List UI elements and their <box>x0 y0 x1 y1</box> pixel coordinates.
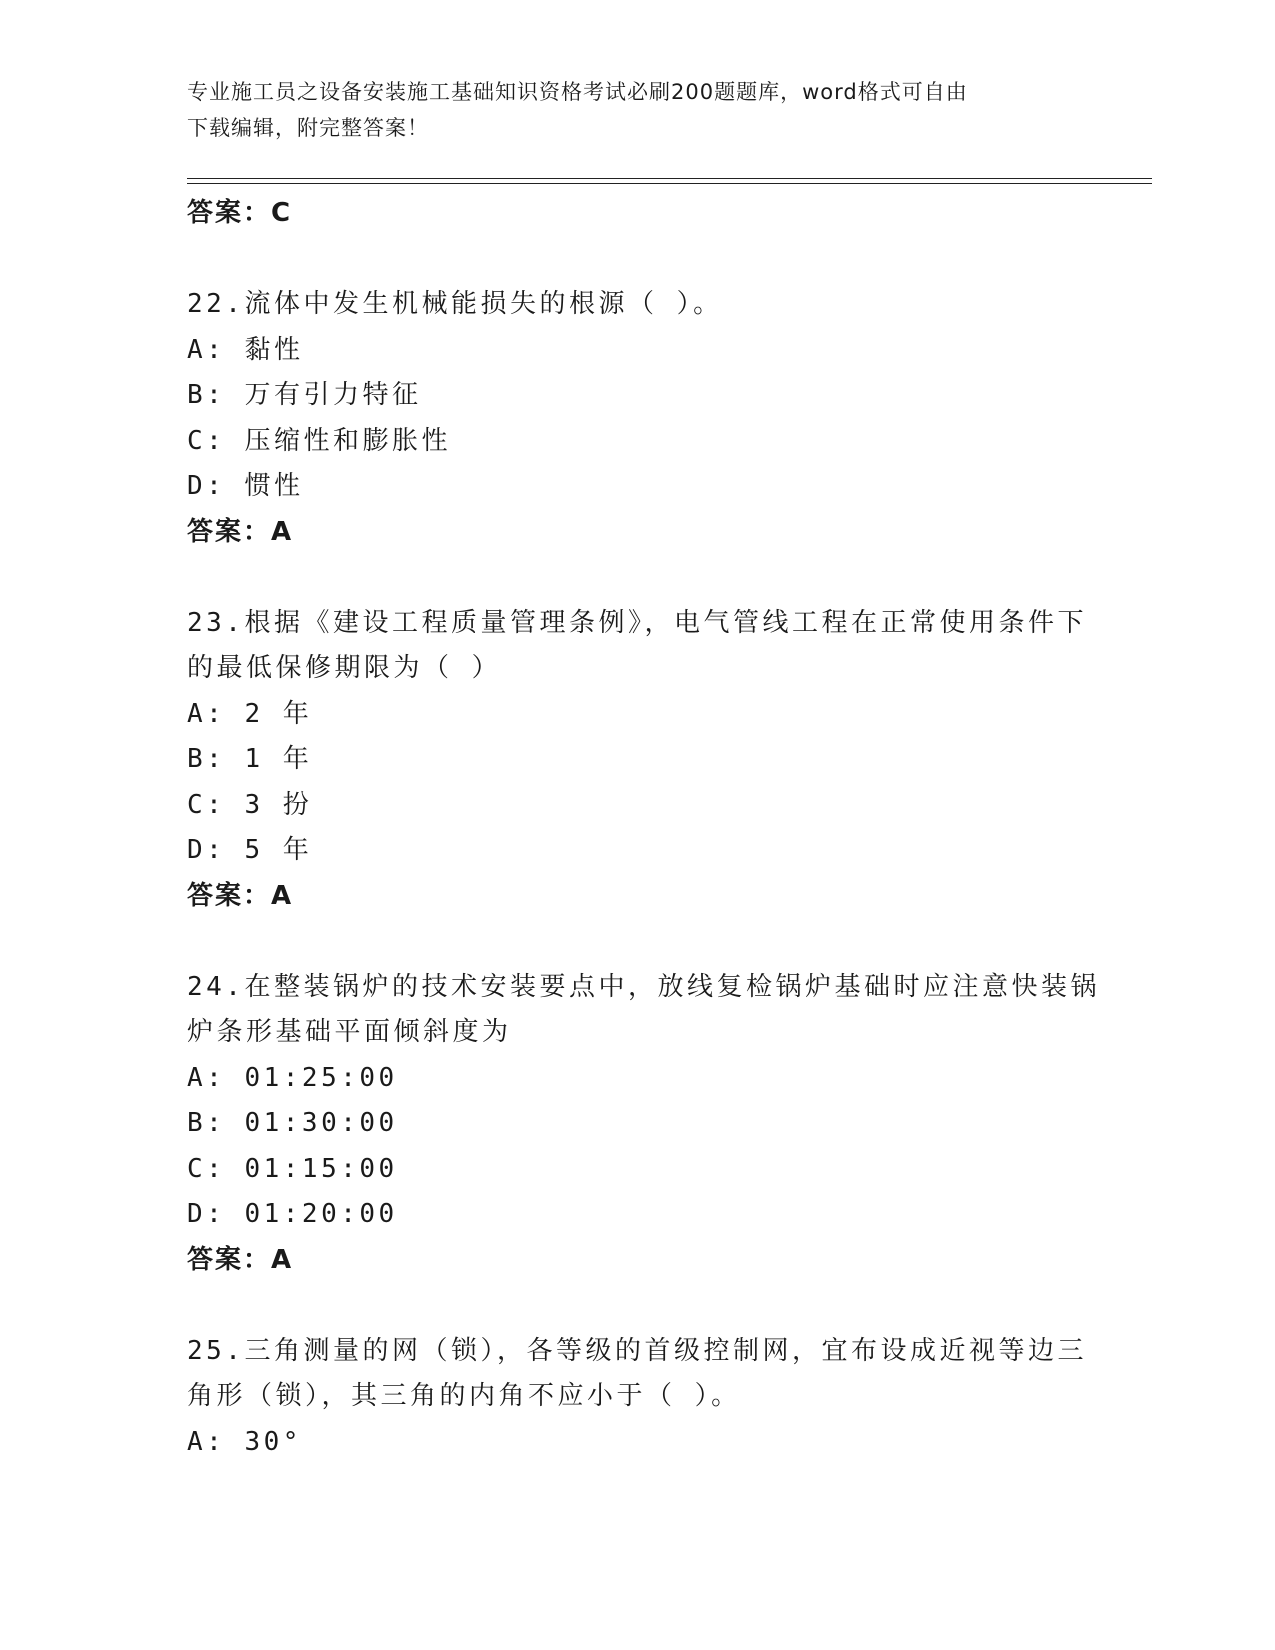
option-c: C: 3 扮 <box>187 789 313 820</box>
previous-answer: 答案：C <box>187 198 293 228</box>
answer: 答案：A <box>187 1244 294 1275</box>
question-list <box>187 191 1100 1465</box>
option-d: D: 01:20:00 <box>187 1199 398 1229</box>
option-b: B: 万有引力特征 <box>187 380 422 410</box>
spacer <box>187 1283 1087 1329</box>
question-25 <box>187 1329 1087 1466</box>
answer: 答案：A <box>187 516 294 547</box>
question-text-continued: 角形（锁），其三角的内角不应小于（ ）。 <box>187 1381 741 1411</box>
question-text: 24.在整装锅炉的技术安装要点中，放线复检锅炉基础时应注意快装锅 <box>187 971 1100 1002</box>
option-a: A: 01:25:00 <box>187 1062 398 1093</box>
header-rule-top <box>187 178 1152 179</box>
spacer <box>187 919 1087 965</box>
header-line-1: 专业施工员之设备安装施工基础知识资格考试必刷200题题库，word格式可自由 <box>187 80 968 104</box>
option-b: B: 01:30:00 <box>187 1108 398 1138</box>
question-23 <box>187 601 1087 920</box>
question-text-continued: 的最低保修期限为（ ） <box>187 653 502 683</box>
answer: 答案：A <box>187 880 294 911</box>
option-c: C: 压缩性和膨胀性 <box>187 425 451 456</box>
spacer <box>187 555 1087 601</box>
question-24 <box>187 965 1100 1284</box>
question-22 <box>187 282 1087 555</box>
header-rule-bottom <box>187 183 1152 184</box>
document-header <box>187 74 1067 146</box>
option-d: D: 惯性 <box>187 471 304 501</box>
option-a: A: 30° <box>187 1426 302 1457</box>
spacer <box>187 237 1087 283</box>
question-text-continued: 炉条形基础平面倾斜度为 <box>187 1017 512 1047</box>
question-text: 23.根据《建设工程质量管理条例》，电气管线工程在正常使用条件下 <box>187 607 1087 638</box>
question-text: 25.三角测量的网（锁），各等级的首级控制网，宜布设成近视等边三 <box>187 1335 1087 1366</box>
option-d: D: 5 年 <box>187 835 313 865</box>
option-b: B: 1 年 <box>187 744 313 774</box>
header-line-2: 下载编辑，附完整答案！ <box>187 116 429 140</box>
option-a: A: 黏性 <box>187 334 304 365</box>
option-c: C: 01:15:00 <box>187 1153 398 1184</box>
option-a: A: 2 年 <box>187 698 313 729</box>
question-text: 22.流体中发生机械能损失的根源（ ）。 <box>187 289 723 319</box>
